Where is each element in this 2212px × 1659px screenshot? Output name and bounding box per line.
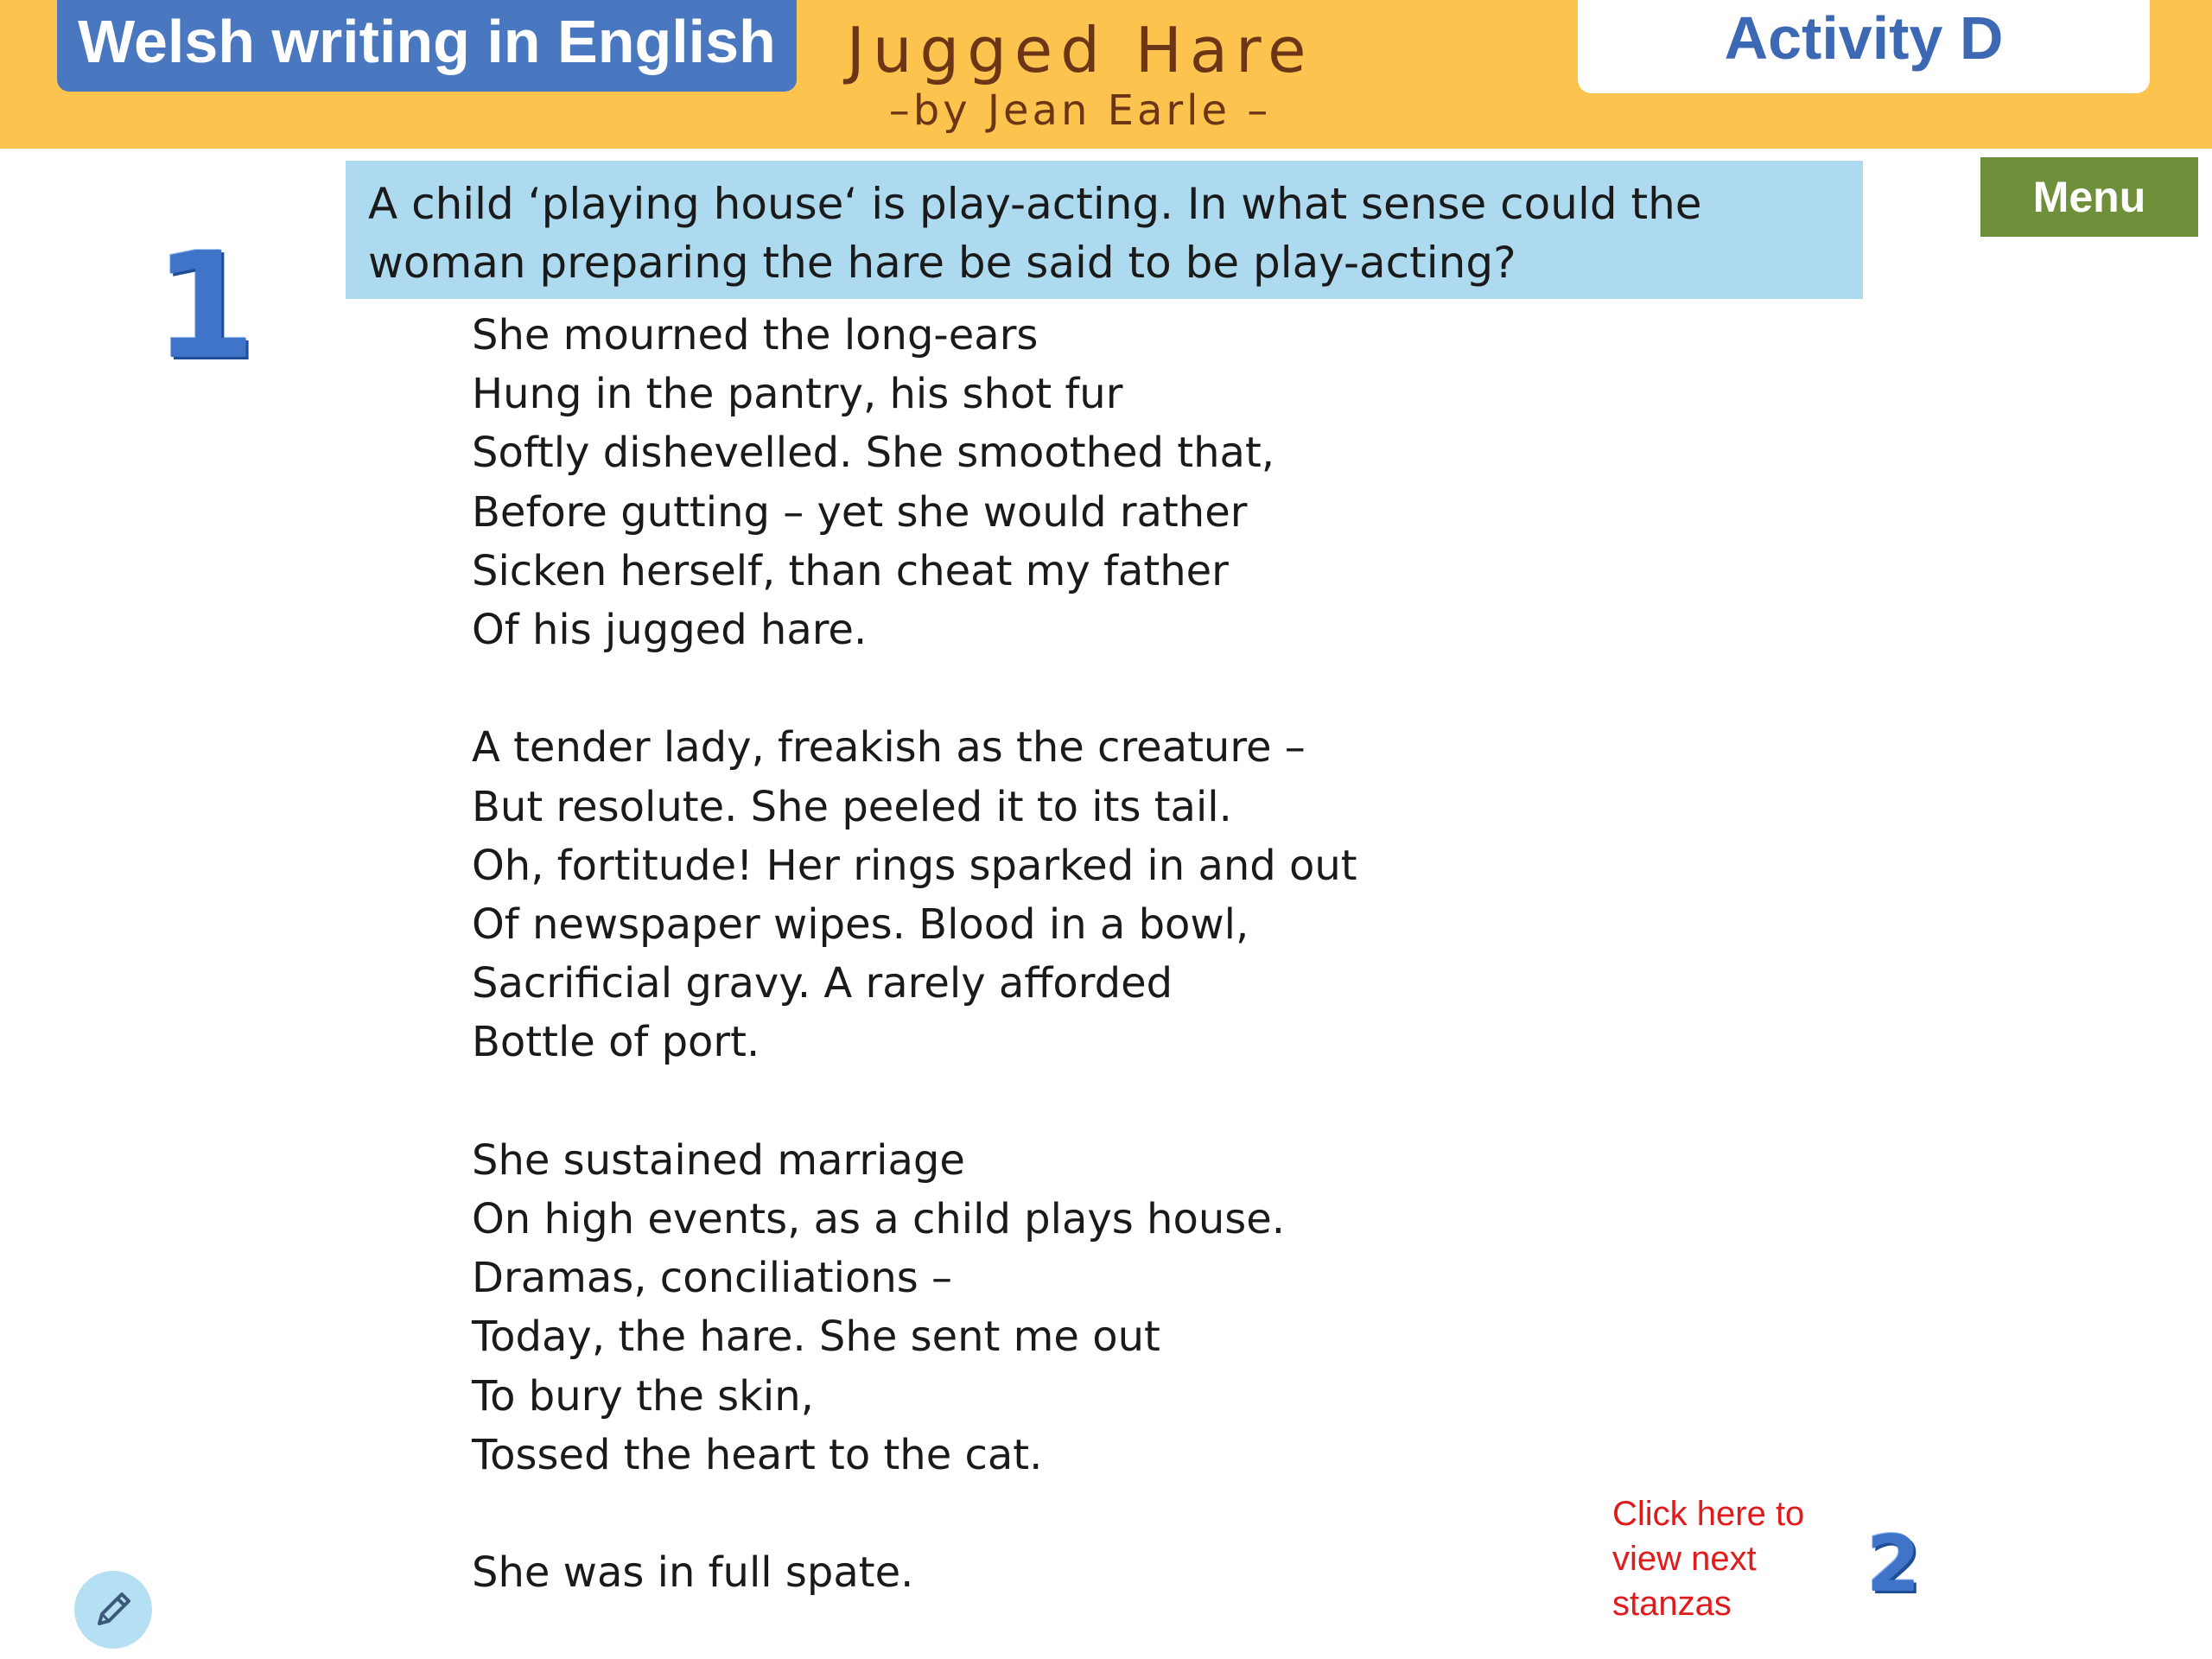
header-bar [0, 0, 2212, 149]
poem-author: –by Jean Earle – [888, 86, 1272, 135]
next-link-line: Click here to [1612, 1495, 1805, 1533]
activity-label: Activity D [1578, 0, 2150, 93]
next-link-line: view next [1612, 1540, 1757, 1578]
poem-line: She mourned the long-ears [472, 311, 1039, 359]
pencil-icon [87, 1584, 139, 1636]
next-stanzas-link[interactable] [1612, 1491, 1854, 1626]
poem-text [472, 306, 1681, 1602]
poem-line: Sacrificial gravy. A rarely afforded [472, 959, 1173, 1008]
question-prompt: A child ‘playing house‘ is play-acting. In what sense could the woman preparing the hare be said to be play-acting? [346, 161, 1863, 299]
poem-line: Of newspaper wipes. Blood in a bowl, [472, 900, 1249, 950]
menu-button[interactable]: Menu [1980, 157, 2198, 237]
poem-line: Tossed the heart to the cat. [472, 1430, 1043, 1479]
poem-line: But resolute. She peeled it to its tail. [472, 782, 1232, 831]
poem-line: She was in full spate. [472, 1548, 914, 1598]
next-link-line: stanzas [1612, 1585, 1732, 1623]
poem-line: Sicken herself, than cheat my father [472, 546, 1229, 595]
poem-line: Softly dishevelled. She smoothed that, [472, 429, 1275, 478]
poem-line: Before gutting – yet she would rather [472, 487, 1248, 537]
poem-title: Jugged Hare [846, 14, 1314, 86]
poem-line: Dramas, conciliations – [472, 1254, 953, 1303]
poem-line: She sustained marriage [472, 1135, 965, 1185]
stanza-number-next[interactable]: 2 [1866, 1519, 1921, 1610]
poem-line: Hung in the pantry, his shot fur [472, 370, 1123, 419]
poem-line: Today, the hare. She sent me out [472, 1313, 1160, 1362]
edit-button[interactable] [74, 1571, 152, 1649]
stanza-break [472, 1484, 1681, 1543]
stanza-number-current: 1 [154, 221, 257, 392]
poem-line: Of his jugged hare. [472, 606, 868, 655]
poem-line: A tender lady, freakish as the creature – [472, 723, 1306, 772]
poem-line: Bottle of port. [472, 1018, 760, 1067]
course-badge: Welsh writing in English [57, 0, 797, 92]
stanza-break [472, 1072, 1681, 1131]
stanza-break [472, 659, 1681, 718]
poem-line: To bury the skin, [472, 1371, 814, 1421]
poem-line: Oh, fortitude! Her rings sparked in and out [472, 841, 1357, 890]
poem-line: On high events, as a child plays house. [472, 1195, 1286, 1244]
